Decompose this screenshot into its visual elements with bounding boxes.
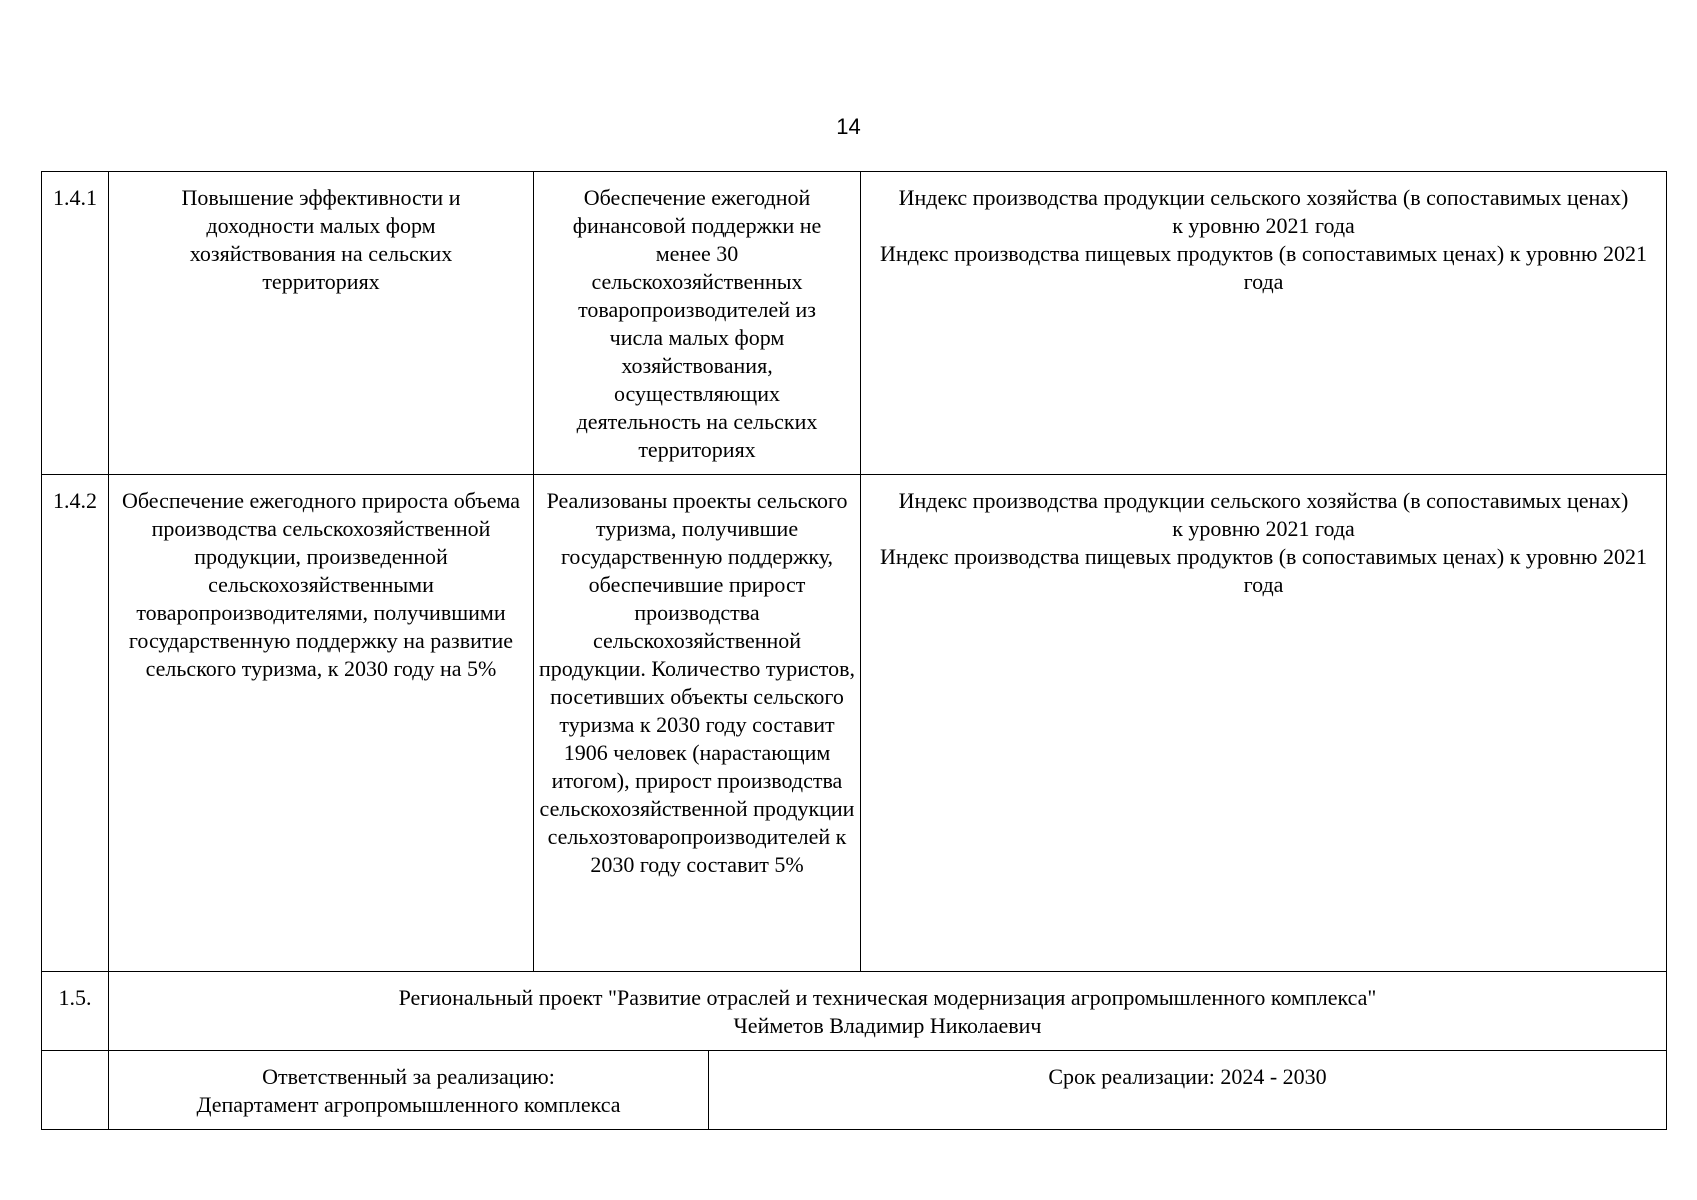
row-number: 1.4.2 <box>42 475 109 972</box>
footer-row <box>42 1051 1667 1130</box>
task-cell: Повышение эффективности и доходности малых форм хозяйствования на сельских территориях <box>109 172 534 475</box>
project-row <box>42 972 1667 1051</box>
responsible-cell <box>109 1051 709 1130</box>
project-number: 1.5. <box>42 972 109 1051</box>
task-cell: Обеспечение ежегодного прироста объема производства сельскохозяйственной продукции, произведенной сельскохозяйственными товаропроизводителями, получившими государственную поддержку на развитие сельского туризма, к 2030 году на 5% <box>109 475 534 972</box>
period-cell: Срок реализации: 2024 - 2030 <box>709 1051 1667 1130</box>
indicator-line: Индекс производства пищевых продуктов (в сопоставимых ценах) к уровню 2021 года <box>880 544 1647 597</box>
indicator-line: Индекс производства продукции сельского хозяйства (в сопоставимых ценах) к уровню 2021 года <box>898 488 1629 541</box>
indicators-cell <box>861 475 1667 972</box>
page-number: 14 <box>836 114 861 139</box>
row-number: 1.4.1 <box>42 172 109 475</box>
result-cell: Реализованы проекты сельского туризма, получившие государственную поддержку, обеспечившие прирост производства сельскохозяйственной продукции. Количество туристов, посетивших объекты сельского туризма к 2030 году составит 1906 человек (нарастающим итогом), прирост производства сельскохозяйственной продукции сельхозтоваропроизводителей к 2030 году составит 5% <box>534 475 861 972</box>
project-leader: Чейметов Владимир Николаевич <box>733 1013 1042 1038</box>
project-title: Региональный проект "Развитие отраслей и техническая модернизация агропромышленного комплекса" <box>398 985 1377 1010</box>
project-title-cell <box>109 972 1667 1051</box>
responsible-label: Ответственный за реализацию: <box>262 1064 555 1089</box>
empty-cell <box>42 1051 109 1130</box>
result-cell: Обеспечение ежегодной финансовой поддержки не менее 30 сельскохозяйственных товаропроизводителей из числа малых форм хозяйствования, осуществляющих деятельность на сельских территориях <box>534 172 861 475</box>
indicator-line: Индекс производства пищевых продуктов (в сопоставимых ценах) к уровню 2021 года <box>880 241 1647 294</box>
indicators-cell <box>861 172 1667 475</box>
table-row <box>42 172 1667 475</box>
table-row <box>42 475 1667 972</box>
project-table <box>41 171 1667 1130</box>
responsible-value: Департамент агропромышленного комплекса <box>196 1092 621 1117</box>
indicator-line: Индекс производства продукции сельского хозяйства (в сопоставимых ценах) к уровню 2021 года <box>898 185 1629 238</box>
